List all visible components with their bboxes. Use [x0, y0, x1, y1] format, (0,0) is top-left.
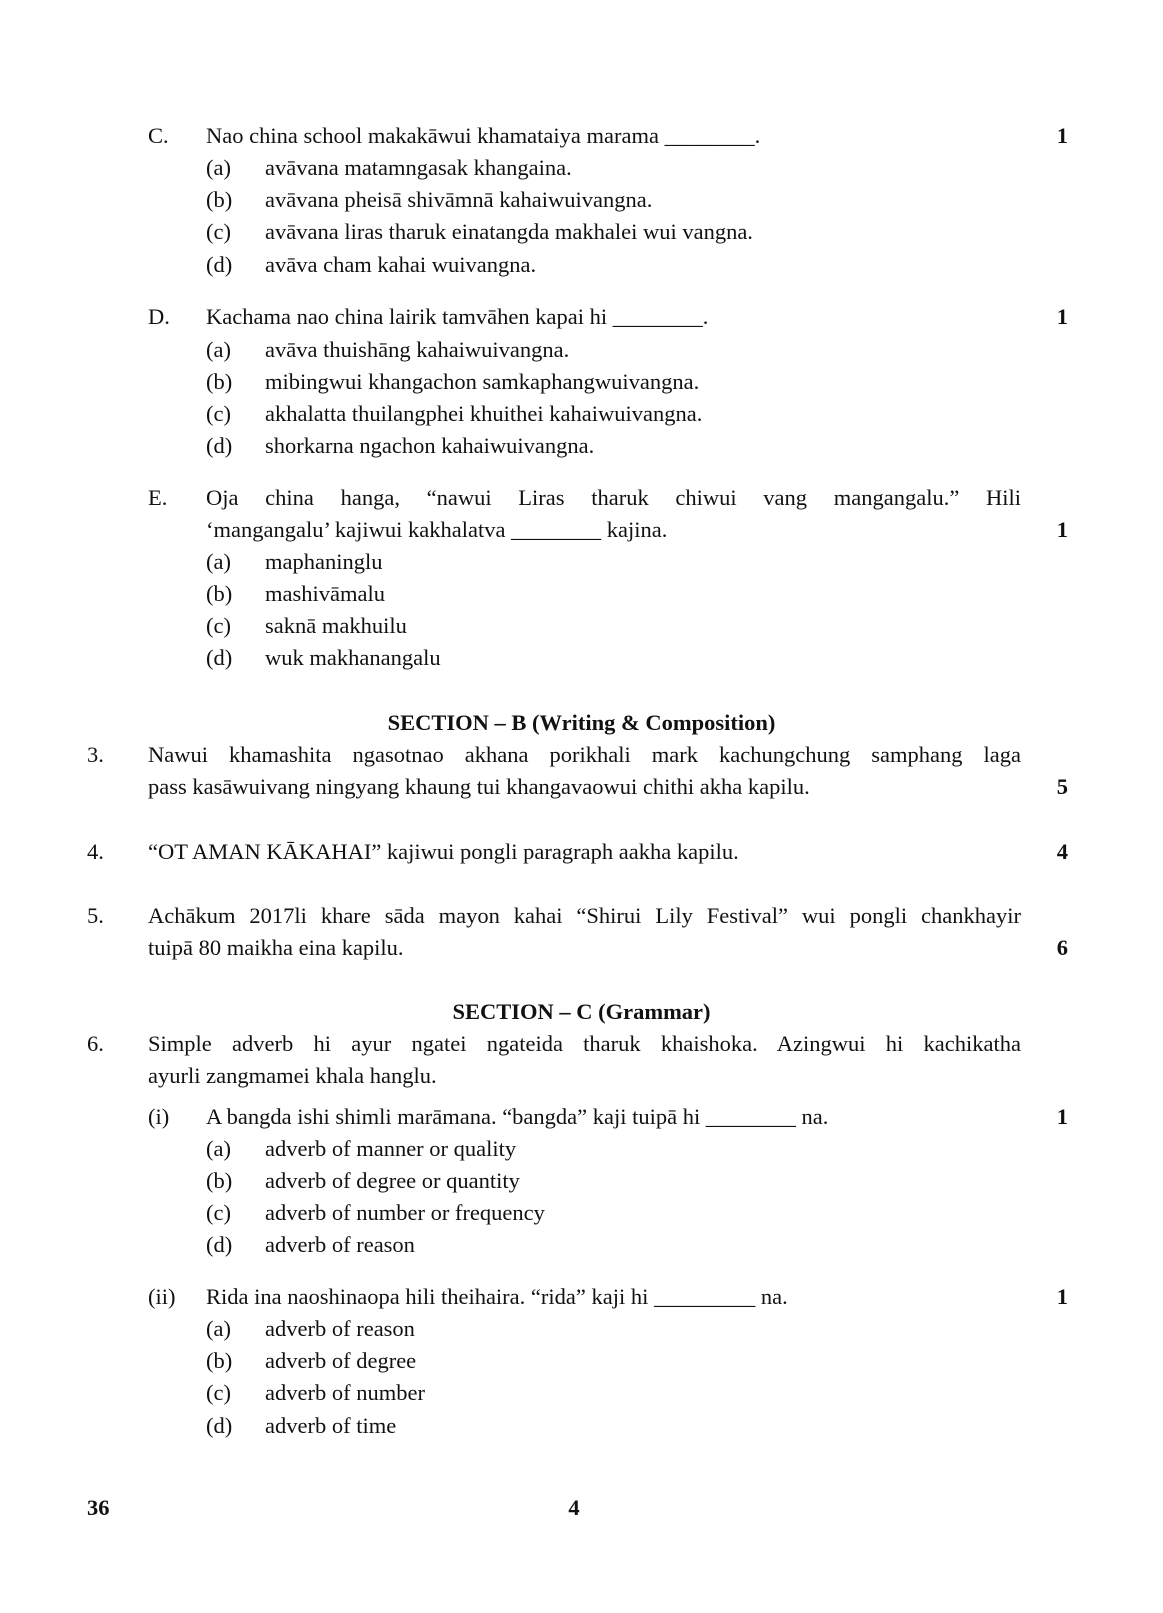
option [0, 366, 1163, 398]
option-text: mibingwui khangachon samkaphangwuivangna. [265, 369, 700, 394]
question-stem-line-1: Oja china hanga, “nawui Liras tharuk chiwui vang mangangalu.” Hili [206, 485, 1021, 510]
option-text: adverb of degree or quantity [265, 1168, 520, 1193]
option-label: (a) [206, 549, 231, 574]
option-label: (d) [206, 645, 233, 670]
question-number: 5. [87, 903, 104, 928]
question-number: 4. [87, 839, 104, 864]
option-text: avāvana matamngasak khangaina. [265, 155, 572, 180]
option-text: saknā makhuilu [265, 613, 407, 638]
paper-code: 36 [87, 1495, 110, 1520]
question-text: “OT AMAN KĀKAHAI” kajiwui pongli paragraph aakha kapilu. [148, 839, 739, 864]
option-text: adverb of number or frequency [265, 1200, 545, 1225]
marks: 5 [1056, 774, 1068, 799]
option-label: (d) [206, 433, 233, 458]
option [0, 1165, 1163, 1197]
question-label: E. [148, 485, 168, 510]
option-text: shorkarna ngachon kahaiwuivangna. [265, 433, 595, 458]
option [0, 546, 1163, 578]
option [0, 1313, 1163, 1345]
option-text: avāvana pheisā shivāmnā kahaiwuivangna. [265, 187, 653, 212]
question-text [148, 739, 1021, 803]
question-stem: A bangda ishi shimli marāmana. “bangda” kaji tuipā hi ________ na. [206, 1104, 829, 1129]
question-text-line-2: pass kasāwuivang ningyang khaung tui khangavaowui chithi akha kapilu. [148, 774, 810, 799]
option-label: (d) [206, 252, 233, 277]
option-text: akhalatta thuilangphei khuithei kahaiwuivangna. [265, 401, 703, 426]
option-label: (a) [206, 1316, 231, 1341]
section-c-title: SECTION – C (Grammar) [452, 999, 711, 1024]
option-label: (b) [206, 1348, 233, 1373]
option [0, 1345, 1163, 1377]
question-text-line-1: Simple adverb hi ayur ngatei ngateida tharuk khaishoka. Azingwui hi kachikatha [148, 1031, 1021, 1056]
option-label: (c) [206, 1200, 231, 1225]
option [0, 1229, 1163, 1261]
marks: 6 [1056, 935, 1068, 960]
option-label: (a) [206, 155, 231, 180]
question-stem: Rida ina naoshinaopa hili theihaira. “rida” kaji hi _________ na. [206, 1284, 788, 1309]
option-label: (b) [206, 581, 233, 606]
option [0, 1377, 1163, 1409]
question-text-line-2: tuipā 80 maikha eina kapilu. [148, 935, 404, 960]
option [0, 249, 1163, 281]
option-text: mashivāmalu [265, 581, 385, 606]
section-b-title: SECTION – B (Writing & Composition) [387, 710, 776, 735]
question-number: 6. [87, 1031, 104, 1056]
option [0, 610, 1163, 642]
option [0, 216, 1163, 248]
option-text: adverb of time [265, 1413, 397, 1438]
option-label: (d) [206, 1413, 233, 1438]
option-label: (b) [206, 1168, 233, 1193]
marks: 1 [1056, 517, 1068, 542]
option-text: adverb of number [265, 1380, 425, 1405]
option-label: (b) [206, 369, 233, 394]
question-label: (ii) [148, 1284, 176, 1309]
option-label: (a) [206, 337, 231, 362]
page-number: 4 [568, 1495, 580, 1520]
option-label: (a) [206, 1136, 231, 1161]
option [0, 1197, 1163, 1229]
question-text [148, 1028, 1021, 1092]
option-label: (b) [206, 187, 233, 212]
option-text: adverb of degree [265, 1348, 417, 1373]
option-label: (c) [206, 613, 231, 638]
marks: 1 [1056, 304, 1068, 329]
question-number: 3. [87, 742, 104, 767]
option [0, 184, 1163, 216]
marks: 1 [1056, 1104, 1068, 1129]
question-label: D. [148, 304, 170, 329]
option [0, 1133, 1163, 1165]
option [0, 642, 1163, 674]
option-label: (c) [206, 401, 231, 426]
question-text-line-1: Nawui khamashita ngasotnao akhana porikhali mark kachungchung samphang laga [148, 742, 1021, 767]
marks: 4 [1056, 839, 1068, 864]
option-text: adverb of reason [265, 1316, 415, 1341]
option [0, 578, 1163, 610]
option [0, 334, 1163, 366]
option-text: adverb of manner or quality [265, 1136, 517, 1161]
question-stem-line-2: ‘mangangalu’ kajiwui kakhalatva ________ kajina. [206, 517, 668, 542]
question-text-line-2: ayurli zangmamei khala hanglu. [148, 1063, 437, 1088]
option-text: avāva thuishāng kahaiwuivangna. [265, 337, 570, 362]
question-text [148, 900, 1021, 964]
question-label: C. [148, 123, 169, 148]
option-label: (c) [206, 219, 231, 244]
question-stem: Kachama nao china lairik tamvāhen kapai hi ________. [206, 304, 709, 329]
question-text-line-1: Achākum 2017li khare sāda mayon kahai “Shirui Lily Festival” wui pongli chankhayir [148, 903, 1021, 928]
option-text: adverb of reason [265, 1232, 415, 1257]
option-text: avāva cham kahai wuivangna. [265, 252, 537, 277]
option [0, 430, 1163, 462]
question-label: (i) [148, 1104, 170, 1129]
option-text: wuk makhanangalu [265, 645, 441, 670]
option-text: avāvana liras tharuk einatangda makhalei wui vangna. [265, 219, 753, 244]
marks: 1 [1056, 123, 1068, 148]
option [0, 398, 1163, 430]
option [0, 152, 1163, 184]
option [0, 1410, 1163, 1442]
option-text: maphaninglu [265, 549, 383, 574]
option-label: (d) [206, 1232, 233, 1257]
marks: 1 [1056, 1284, 1068, 1309]
option-label: (c) [206, 1380, 231, 1405]
question-stem: Nao china school makakāwui khamataiya marama ________. [206, 123, 761, 148]
